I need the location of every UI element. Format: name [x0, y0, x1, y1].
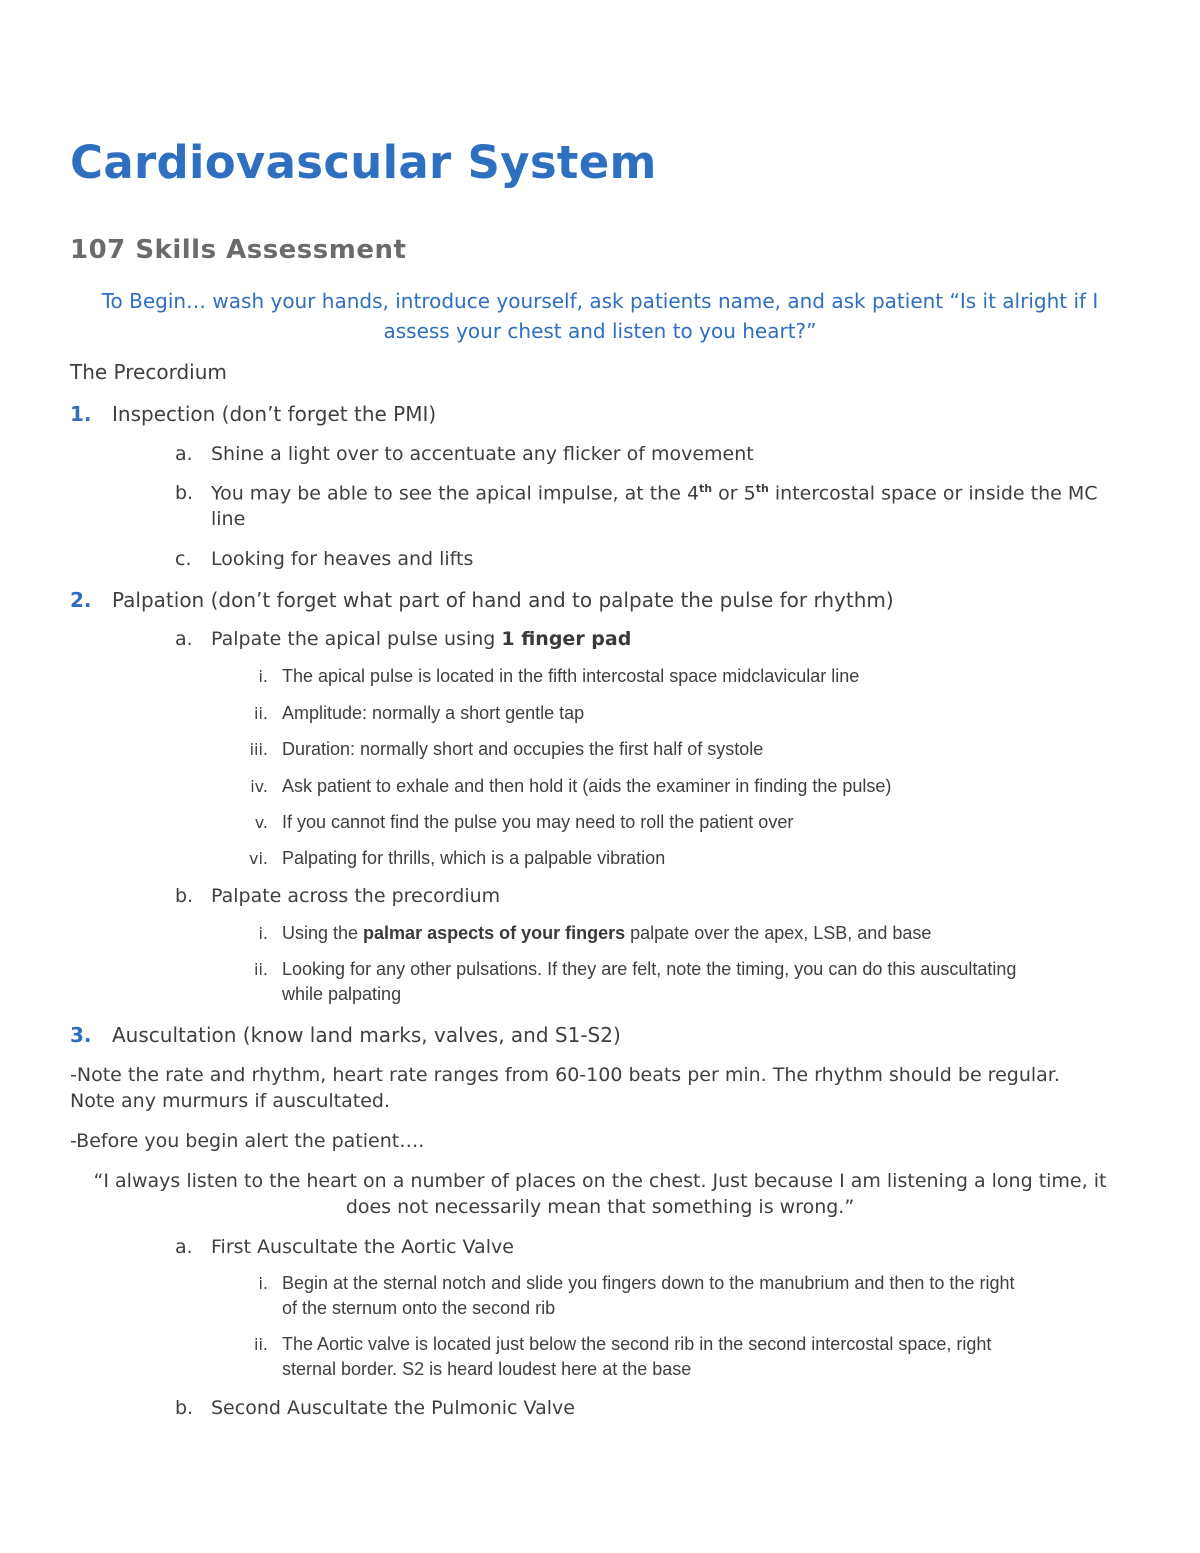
list-item: Looking for heaves and lifts	[211, 548, 474, 570]
list-marker: b.	[175, 1397, 194, 1419]
patient-quote-continuation: does not necessarily mean that something is wrong.”	[345, 1196, 855, 1218]
intro-instruction: To Begin… wash your hands, introduce yourself, ask patients name, and ask patient “Is it alright if I assess your chest and listen to you heart?”	[101, 289, 1099, 343]
note-rate-rhythm-continuation: Note any murmurs if auscultated.	[70, 1090, 391, 1112]
list-item: Palpating for thrills, which is a palpable vibration	[282, 848, 666, 868]
section-label-auscultation: Auscultation (know land marks, valves, and S1-S2)	[112, 1023, 621, 1047]
list-item: Duration: normally short and occupies the first half of systole	[282, 739, 764, 759]
list-item: Second Auscultate the Pulmonic Valve	[211, 1397, 575, 1419]
patient-quote: “I always listen to the heart on a number of places on the chest. Just because I am listening a long time, it	[93, 1170, 1107, 1192]
list-item: If you cannot find the pulse you may need to roll the patient over	[282, 812, 794, 832]
list-marker: b.	[175, 885, 194, 907]
page-title: Cardiovascular System	[70, 136, 657, 189]
list-item: First Auscultate the Aortic Valve	[211, 1236, 514, 1258]
section-number: 3.	[70, 1023, 92, 1047]
list-marker: iii.	[249, 740, 268, 759]
page-subtitle: 107 Skills Assessment	[70, 235, 407, 265]
list-marker: a.	[175, 443, 193, 465]
list-marker: a.	[175, 628, 193, 650]
list-marker: i.	[258, 924, 268, 943]
list-item-continuation: line	[211, 508, 246, 530]
list-item: Shine a light over to accentuate any flicker of movement	[211, 443, 754, 465]
list-item: Looking for any other pulsations. If they are felt, note the timing, you can do this auscultating	[282, 959, 1017, 979]
list-marker: vi.	[249, 849, 268, 868]
list-item: You may be able to see the apical impulse, at the 4th or 5th intercostal space or inside the MC	[211, 482, 1098, 505]
list-item: Amplitude: normally a short gentle tap	[282, 703, 585, 723]
section-number: 2.	[70, 588, 92, 612]
list-marker: ii.	[254, 704, 268, 723]
section-number: 1.	[70, 402, 92, 426]
list-item: Begin at the sternal notch and slide you fingers down to the manubrium and then to the right	[282, 1273, 1015, 1293]
list-item: Palpate the apical pulse using 1 finger pad	[211, 628, 632, 650]
list-item: The apical pulse is located in the fifth intercostal space midclavicular line	[282, 666, 860, 686]
precordium-heading: The Precordium	[70, 360, 227, 384]
list-marker: i.	[258, 667, 268, 686]
list-item-continuation: of the sternum onto the second rib	[282, 1298, 556, 1318]
list-marker: ii.	[254, 1335, 268, 1354]
list-item: Palpate across the precordium	[211, 885, 501, 907]
list-item-continuation: sternal border. S2 is heard loudest here at the base	[282, 1359, 692, 1379]
list-marker: b.	[175, 482, 194, 504]
note-alert-patient: -Before you begin alert the patient….	[70, 1130, 425, 1152]
list-marker: i.	[258, 1274, 268, 1293]
list-item: Using the palmar aspects of your fingers palpate over the apex, LSB, and base	[282, 923, 932, 943]
note-rate-rhythm: -Note the rate and rhythm, heart rate ranges from 60-100 beats per min. The rhythm should be regular.	[70, 1064, 1060, 1086]
list-marker: ii.	[254, 960, 268, 979]
list-marker: v.	[254, 813, 268, 832]
list-marker: iv.	[250, 777, 268, 796]
list-item-continuation: while palpating	[282, 984, 402, 1004]
list-item: The Aortic valve is located just below the second rib in the second intercostal space, right	[282, 1334, 992, 1354]
section-label-palpation: Palpation (don’t forget what part of hand and to palpate the pulse for rhythm)	[112, 588, 894, 612]
list-marker: a.	[175, 1236, 193, 1258]
list-item: Ask patient to exhale and then hold it (aids the examiner in finding the pulse)	[282, 776, 892, 796]
list-marker: c.	[175, 548, 192, 570]
section-label-inspection: Inspection (don’t forget the PMI)	[112, 402, 437, 426]
